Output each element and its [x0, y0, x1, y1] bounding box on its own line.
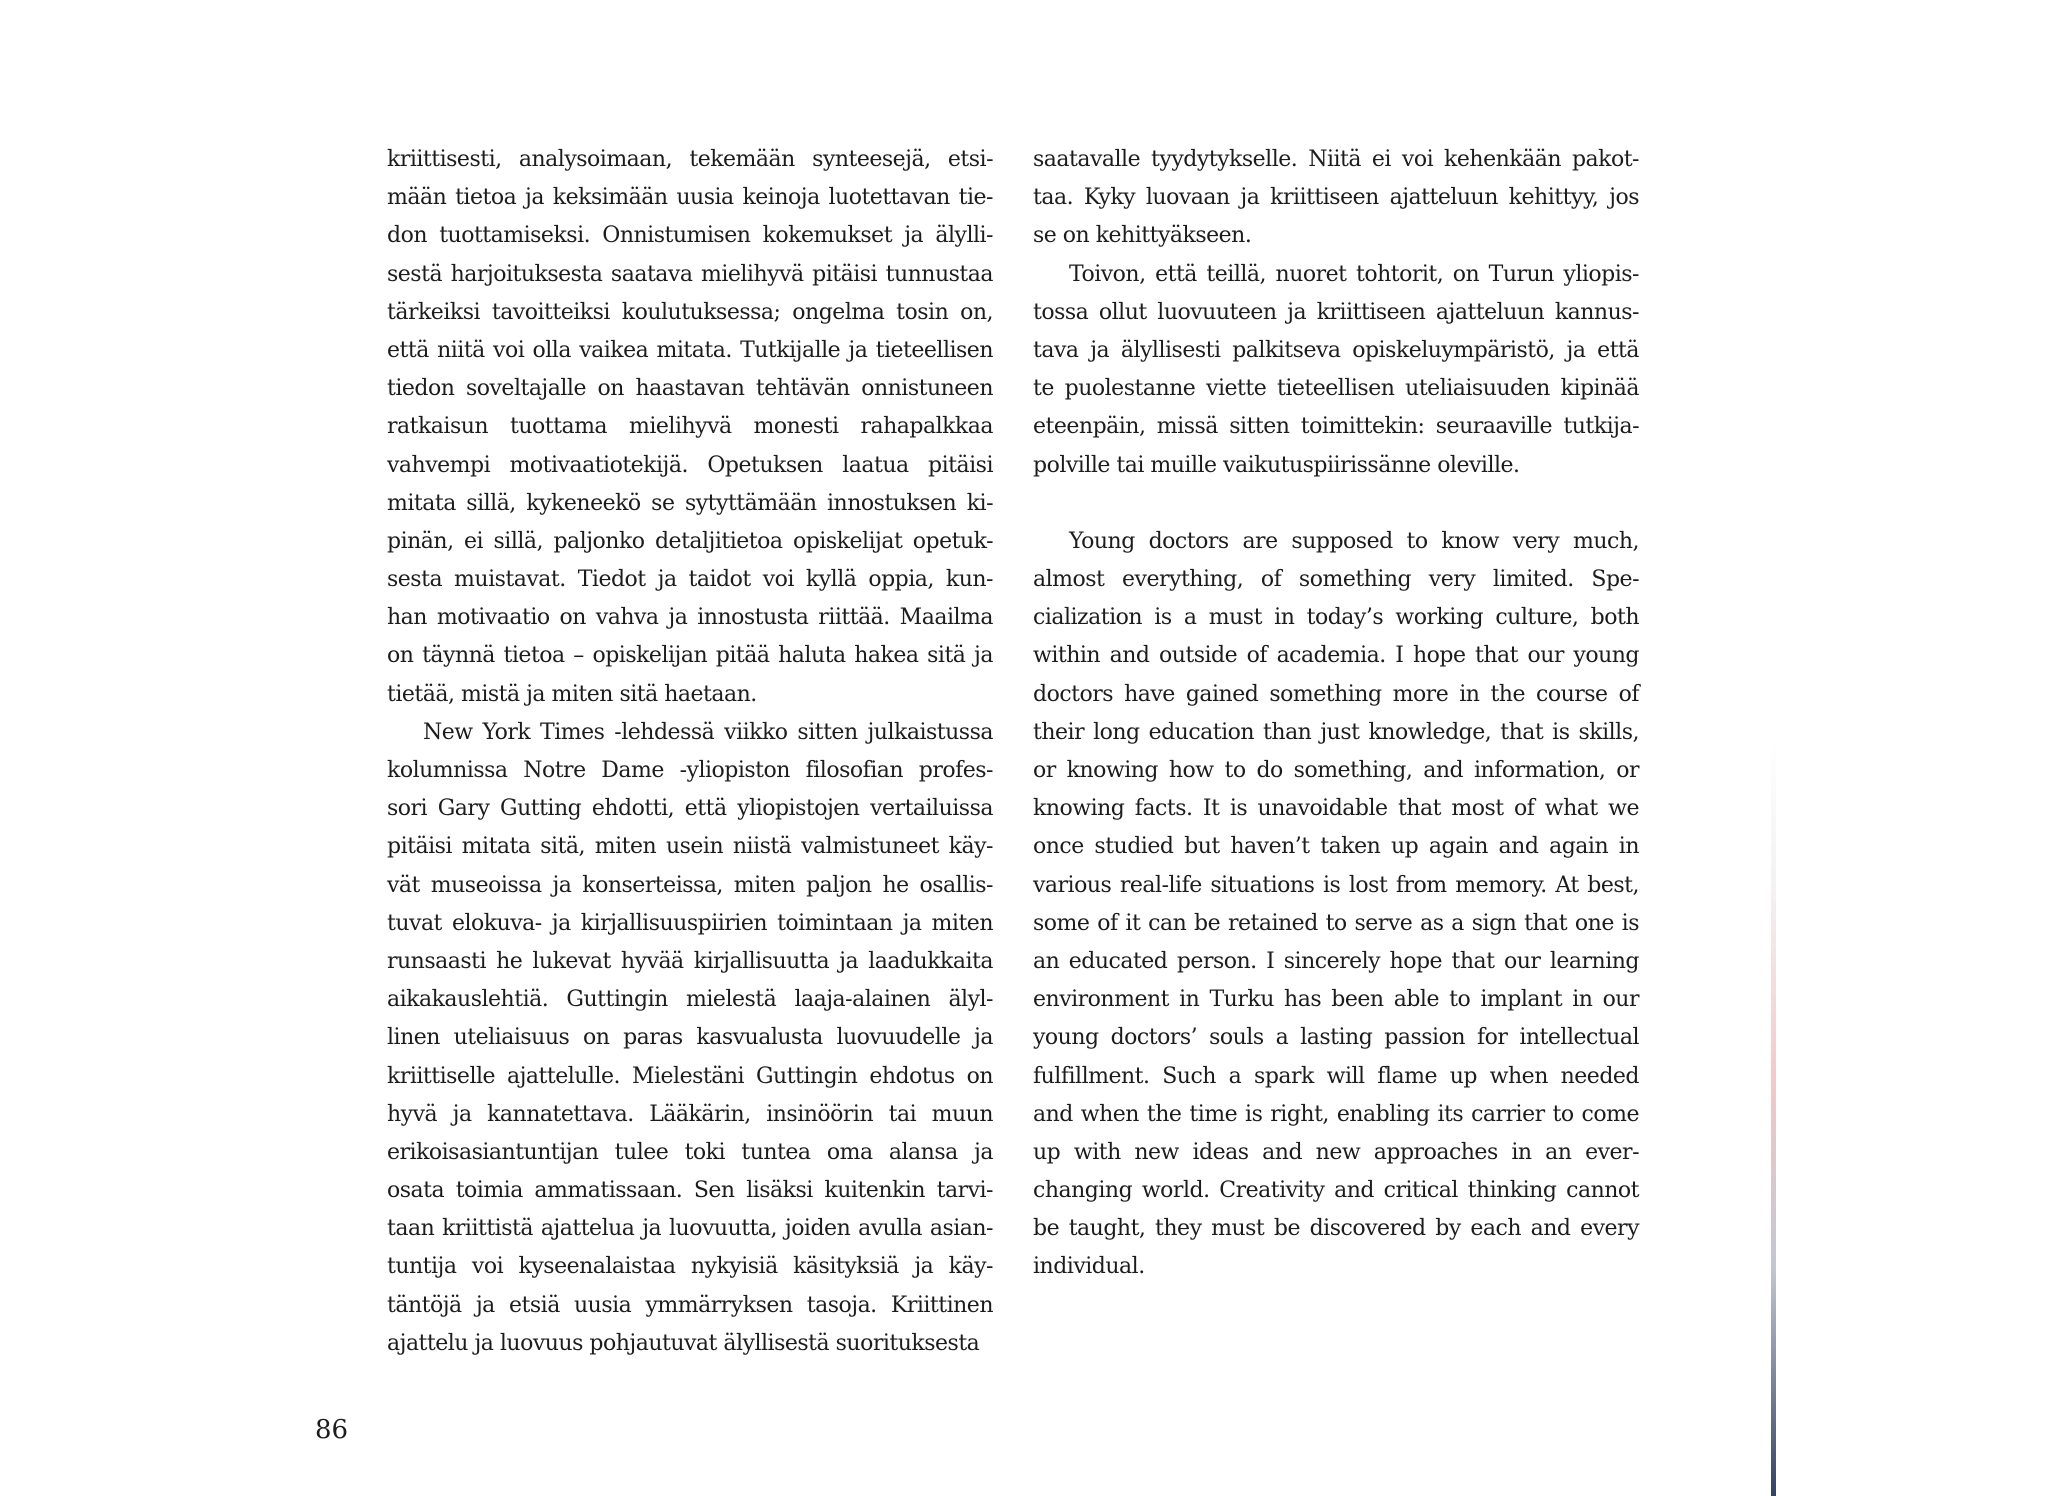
text-line: tossa ollut luovuuteen ja kriittiseen ajatteluun kannus- — [1033, 299, 1639, 325]
page-edge-strip — [1771, 740, 1776, 1496]
text-line: pinän, ei sillä, paljonko detaljitietoa opiskelijat opetuk- — [387, 528, 993, 554]
text-line: ajattelu ja luovuus pohjautuvat älyllisestä suorituksesta — [387, 1330, 980, 1356]
text-line: te puolestanne viette tieteellisen uteliaisuuden kipinää — [1033, 376, 1639, 402]
text-line: sestä harjoituksesta saatava mielihyvä pitäisi tunnustaa — [387, 261, 993, 287]
text-line: almost everything, of something very limited. Spe- — [1033, 567, 1639, 593]
text-line: within and outside of academia. I hope that our young — [1033, 643, 1639, 669]
paragraph-gap — [1033, 485, 1639, 523]
text-line: se on kehittyäkseen. — [1033, 223, 1252, 249]
text-line: an educated person. I sincerely hope that our learning — [1033, 948, 1639, 974]
text-line: tuvat elokuva- ja kirjallisuuspiirien toimintaan ja miten — [387, 910, 993, 936]
text-line: vahvempi motivaatiotekijä. Opetuksen laatua pitäisi — [387, 452, 993, 478]
page-number: 86 — [315, 1415, 349, 1445]
text-line: tuntija voi kyseenalaistaa nykyisiä käsityksiä ja käy- — [387, 1254, 993, 1280]
text-line: aikakauslehtiä. Guttingin mielestä laaja-alainen älyl- — [387, 987, 993, 1013]
text-line: cialization is a must in today’s working culture, both — [1033, 605, 1639, 631]
text-line: että niitä voi olla vaikea mitata. Tutkijalle ja tieteellisen — [387, 337, 993, 363]
text-line: tiedon soveltajalle on haastavan tehtävän onnistuneen — [387, 376, 993, 402]
text-line: don tuottamiseksi. Onnistumisen kokemukset ja älylli- — [387, 223, 993, 249]
text-line: once studied but haven’t taken up again and again in — [1033, 834, 1639, 860]
left-text-column — [387, 141, 993, 1363]
text-line: individual. — [1033, 1254, 1145, 1280]
text-line: eteenpäin, missä sitten toimittekin: seuraaville tutkija- — [1033, 414, 1639, 440]
text-line: osata toimia ammatissaan. Sen lisäksi kuitenkin tarvi- — [387, 1178, 993, 1204]
text-line: Young doctors are supposed to know very much, — [1069, 528, 1639, 554]
text-line: runsaasti he lukevat hyvää kirjallisuutta ja laadukkaita — [387, 948, 993, 974]
text-line: linen uteliaisuus on paras kasvualusta luovuudelle ja — [387, 1025, 993, 1051]
text-line: New York Times -lehdessä viikko sitten julkaistussa — [423, 719, 993, 745]
text-line: kolumnissa Notre Dame -yliopiston filosofian profes- — [387, 758, 993, 783]
text-line: sesta muistavat. Tiedot ja taidot voi kyllä oppia, kun- — [387, 567, 993, 593]
text-line: vät museoissa ja konserteissa, miten paljon he osallis- — [387, 872, 993, 898]
right-text-column — [1033, 141, 1639, 1287]
paragraph — [387, 714, 993, 1363]
text-line: changing world. Creativity and critical thinking cannot — [1033, 1178, 1639, 1204]
text-line: tietää, mistä ja miten sitä haetaan. — [387, 681, 757, 707]
text-line: taan kriittistä ajattelua ja luovuutta, joiden avulla asian- — [387, 1216, 993, 1242]
text-line: erikoisasiantuntijan tulee toki tuntea oma alansa ja — [387, 1139, 993, 1165]
text-line: knowing facts. It is unavoidable that most of what we — [1033, 796, 1639, 822]
text-line: some of it can be retained to serve as a sign that one is — [1033, 910, 1639, 936]
paragraph — [387, 141, 993, 714]
text-line: be taught, they must be discovered by each and every — [1033, 1216, 1639, 1242]
text-line: polville tai muille vaikutuspiirissänne oleville. — [1033, 452, 1520, 478]
text-line: kriittisesti, analysoimaan, tekemään synteesejä, etsi- — [387, 147, 993, 172]
text-line: han motivaatio on vahva ja innostusta riittää. Maailma — [387, 605, 993, 631]
text-line: young doctors’ souls a lasting passion for intellectual — [1033, 1025, 1639, 1051]
text-line: Toivon, että teillä, nuoret tohtorit, on Turun yliopis- — [1069, 261, 1639, 287]
text-line: täntöjä ja etsiä uusia ymmärryksen tasoja. Kriittinen — [387, 1292, 993, 1318]
text-line: sori Gary Gutting ehdotti, että yliopistojen vertailuissa — [387, 796, 993, 822]
text-line: various real-life situations is lost from memory. At best, — [1033, 872, 1639, 898]
text-line: mään tietoa ja keksimään uusia keinoja luotettavan tie- — [387, 185, 993, 211]
text-line: or knowing how to do something, and information, or — [1033, 758, 1639, 783]
text-line: taa. Kyky luovaan ja kriittiseen ajatteluun kehittyy, jos — [1033, 185, 1639, 211]
text-line: up with new ideas and new approaches in an ever- — [1033, 1139, 1639, 1165]
paragraph — [1033, 141, 1639, 256]
paragraph — [1033, 523, 1639, 1287]
text-line: pitäisi mitata sitä, miten usein niistä valmistuneet käy- — [387, 834, 993, 860]
text-line: kriittiselle ajattelulle. Mielestäni Guttingin ehdotus on — [387, 1063, 993, 1089]
text-line: doctors have gained something more in the course of — [1033, 681, 1639, 707]
text-line: hyvä ja kannatettava. Lääkärin, insinöörin tai muun — [387, 1101, 993, 1127]
text-line: tärkeiksi tavoitteiksi koulutuksessa; ongelma tosin on, — [387, 299, 993, 325]
text-line: tava ja älyllisesti palkitseva opiskeluympäristö, ja että — [1033, 337, 1639, 363]
text-line: fulfillment. Such a spark will flame up when needed — [1033, 1063, 1639, 1089]
text-line: and when the time is right, enabling its carrier to come — [1033, 1101, 1639, 1127]
text-line: on täynnä tietoa – opiskelijan pitää haluta hakea sitä ja — [387, 643, 993, 669]
text-line: environment in Turku has been able to implant in our — [1033, 987, 1639, 1013]
text-line: ratkaisun tuottama mielihyvä monesti rahapalkkaa — [387, 414, 993, 440]
text-line: saatavalle tyydytykselle. Niitä ei voi kehenkään pakot- — [1033, 147, 1639, 172]
text-line: their long education than just knowledge, that is skills, — [1033, 719, 1639, 745]
paragraph — [1033, 256, 1639, 485]
text-line: mitata sillä, kykeneekö se sytyttämään innostuksen ki- — [387, 490, 993, 516]
